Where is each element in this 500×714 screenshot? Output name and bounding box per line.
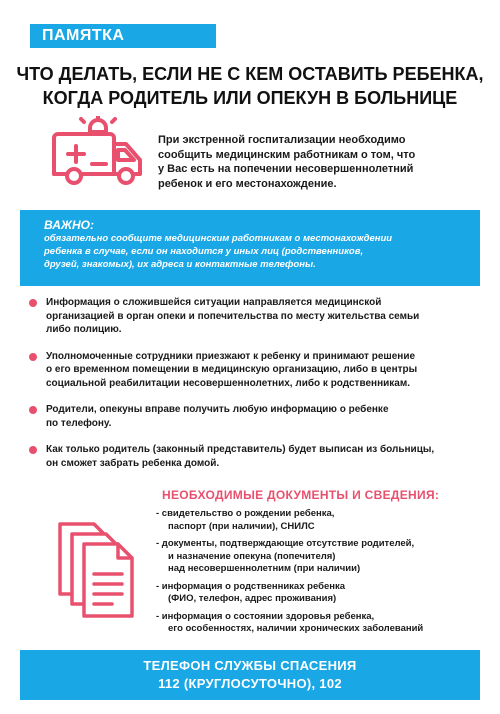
list-item-line: (ФИО, телефон, адрес проживания) [168, 593, 337, 604]
ambulance-icon [48, 116, 148, 194]
important-heading: ВАЖНО: [44, 218, 94, 232]
bullet-dot [29, 353, 37, 361]
list-item [26, 443, 466, 470]
important-line: ребенка в случае, если он находится у иных лиц (родственников, [44, 246, 364, 257]
list-item-line: Уполномоченные сотрудники приезжают к ребенку и принимают решение [46, 350, 416, 362]
emergency-phone-banner [20, 650, 480, 700]
memo-tag-label: ПАМЯТКА [42, 27, 125, 44]
list-item-line: паспорт (при наличии), СНИЛС [168, 520, 315, 532]
page-title [0, 62, 500, 110]
list-item [26, 350, 466, 391]
list-item [156, 611, 466, 636]
intro-line: у Вас есть на попечении несовершеннолетний [158, 163, 414, 175]
list-item [26, 403, 466, 430]
list-item-line: - информация о состоянии здоровья ребенка, [156, 610, 375, 622]
list-item-line: его особенностях, наличии хронических заболеваний [168, 623, 424, 634]
list-item-line: по телефону. [46, 417, 112, 429]
intro-line: ребенок и его местонахождение. [158, 177, 337, 190]
list-item-line: он сможет забрать ребенка домой. [46, 457, 220, 469]
list-item-line: - свидетельство о рождении ребенка, [156, 508, 335, 519]
list-item-line: и назначение опекуна (попечителя) [168, 550, 336, 562]
bullet-dot [29, 299, 37, 307]
emergency-phone-numbers: 112 (КРУГЛОСУТОЧНО), 102 [158, 676, 342, 691]
intro-line: При экстренной госпитализации необходимо [158, 134, 406, 146]
important-notice [20, 210, 480, 286]
list-item-line: - документы, подтверждающие отсутствие родителей, [156, 538, 415, 549]
bullet-dot [29, 446, 37, 454]
list-item [156, 538, 466, 576]
page-title-line-1: ЧТО ДЕЛАТЬ, ЕСЛИ НЕ С КЕМ ОСТАВИТЬ РЕБЕНКА, [16, 64, 484, 84]
list-item-line: Информация о сложившейся ситуации направляется медицинской [46, 297, 382, 308]
list-item-line: над несовершеннолетним (при наличии) [168, 563, 361, 574]
list-item-line: - информация о родственниках ребенка [156, 580, 346, 592]
list-item-line: Родители, опекуны вправе получить любую информацию о ребенке [46, 404, 389, 415]
list-item-line: социальной реабилитации несовершеннолетних, либо к родственникам. [46, 377, 411, 389]
documents-list [156, 508, 466, 636]
page-title-line-2: КОГДА РОДИТЕЛЬ ИЛИ ОПЕКУН В БОЛЬНИЦЕ [42, 88, 458, 108]
list-item-line: Как только родитель (законный представитель) будет выписан из больницы, [46, 444, 435, 455]
bullet-dot [29, 406, 37, 414]
steps-list [26, 296, 466, 470]
intro-text [158, 133, 458, 191]
list-item-line: организацией в орган опеки и попечительства по месту жительства семьи [46, 310, 420, 322]
list-item-line: о его временном помещении в медицинскую организацию, либо в центры [46, 364, 418, 375]
important-line: друзей, знакомых), их адреса и контактные телефоны. [44, 259, 316, 270]
documents-icon [56, 520, 140, 620]
list-item [156, 581, 466, 606]
list-item [156, 508, 466, 533]
emergency-phone-title: ТЕЛЕФОН СЛУЖБЫ СПАСЕНИЯ [143, 658, 357, 673]
memo-tag [30, 24, 216, 48]
intro-line: сообщить медицинским работникам о том, что [158, 148, 416, 161]
documents-title: НЕОБХОДИМЫЕ ДОКУМЕНТЫ И СВЕДЕНИЯ: [162, 488, 440, 502]
list-item-line: либо полицию. [46, 324, 122, 335]
important-line: обязательно сообщите медицинским работникам о местонахождении [44, 233, 393, 244]
list-item [26, 296, 466, 337]
